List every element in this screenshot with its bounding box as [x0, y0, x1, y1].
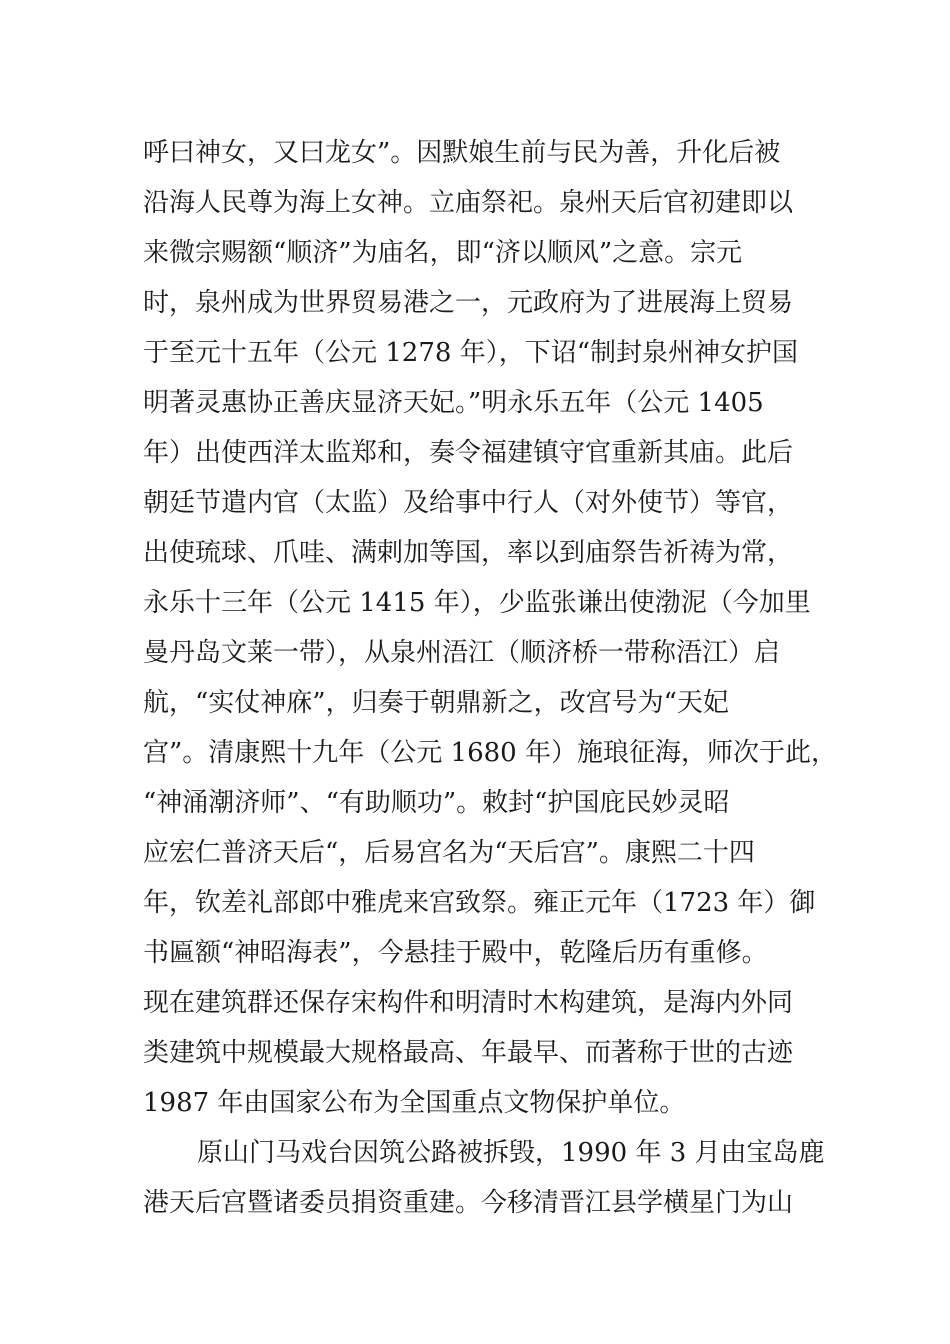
text-line: 航，“实仗神庥”，归奏于朝鼎新之，改宫号为“天妃 — [143, 688, 729, 718]
text-line: 年，钦差礼部郎中雅虎来宫致祭。雍正元年（1723 年）御 — [143, 888, 816, 918]
text-line: 书匾额“神昭海表”，今悬挂于殿中，乾隆后历有重修。 — [143, 938, 768, 968]
text-line: 于至元十五年（公元 1278 年），下诏“制封泉州神女护国 — [143, 338, 798, 368]
text-line: 宫”。清康熙十九年（公元 1680 年）施琅征海，师次于此， — [143, 738, 837, 768]
text-line: “神涌潮济师”、“有助顺功”。敕封“护国庇民妙灵昭 — [143, 788, 730, 818]
text-line: 出使琉球、爪哇、满剌加等国，率以到庙祭告祈祷为常， — [143, 538, 794, 568]
document-body — [143, 128, 837, 1228]
text-line: 曼丹岛文莱一带），从泉州浯江（顺济桥一带称浯江）启 — [143, 638, 781, 668]
paragraph-2 — [143, 1128, 823, 1228]
text-line: 港天后宫暨诸委员捐资重建。今移清晋江县学横星门为山 — [143, 1188, 794, 1218]
text-line: 1987 年由国家公布为全国重点文物保护单位。 — [143, 1088, 686, 1118]
text-line: 沿海人民尊为海上女神。立庙祭祀。泉州天后官初建即以 — [143, 188, 794, 218]
text-line: 现在建筑群还保存宋构件和明清时木构建筑，是海内外同 — [143, 988, 794, 1018]
text-line: 年）出使西洋太监郑和，奏令福建镇守官重新其庙。此后 — [143, 438, 794, 468]
text-line: 时，泉州成为世界贸易港之一，元政府为了进展海上贸易 — [143, 288, 794, 318]
text-line: 原山门马戏台因筑公路被拆毁，1990 年 3 月由宝岛鹿 — [197, 1138, 825, 1168]
text-line: 明著灵惠协正善庆显济天妃。”明永乐五年（公元 1405 — [143, 388, 764, 418]
paragraph-1 — [143, 128, 837, 1128]
text-line: 来微宗赐额“顺济”为庙名，即“济以顺风”之意。宗元 — [143, 238, 743, 268]
text-line: 呼曰神女，又曰龙女”。因默娘生前与民为善，升化后被 — [143, 138, 781, 168]
text-line: 朝廷节遣内官（太监）及给事中行人（对外使节）等官， — [143, 488, 794, 518]
text-line: 应宏仁普济天后“，后易宫名为“天后宫”。康熙二十四 — [143, 838, 755, 868]
text-line: 永乐十三年（公元 1415 年），少监张谦出使渤泥（今加里 — [143, 588, 811, 618]
text-line: 类建筑中规模最大规格最高、年最早、而著称于世的古迹 — [143, 1038, 794, 1068]
